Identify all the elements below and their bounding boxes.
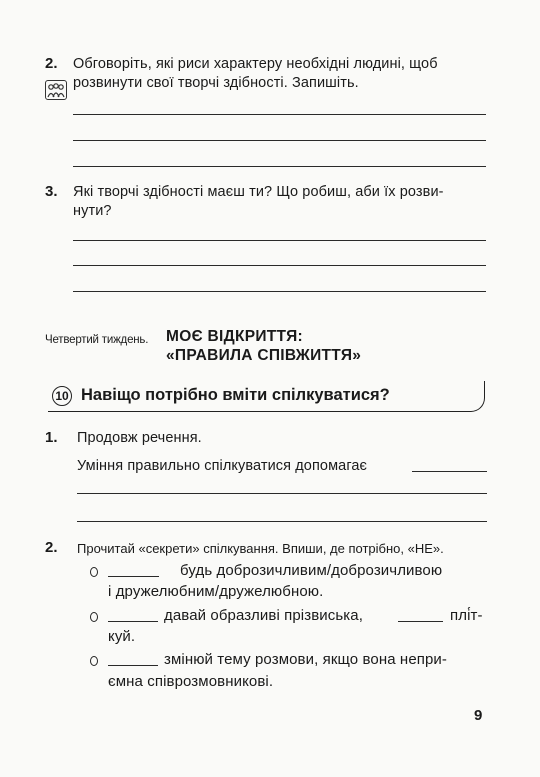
week-label: Четвертий тиждень. xyxy=(45,334,149,346)
item1-line1: будь доброзичливим/доброзичливою xyxy=(180,562,443,579)
answer-line[interactable] xyxy=(73,240,486,241)
task3-line2: нути? xyxy=(73,203,112,219)
blank-field[interactable] xyxy=(108,576,159,577)
answer-line[interactable] xyxy=(77,493,487,494)
task2-number: 2. xyxy=(45,55,58,72)
answer-line[interactable] xyxy=(73,114,486,115)
item1-line2: і дружелюбним/дружелюбною. xyxy=(108,583,324,600)
item3-line2: ємна співрозмовникові. xyxy=(108,673,274,690)
week-title-line2: «ПРАВИЛА СПІВЖИТТЯ» xyxy=(166,347,362,364)
answer-line[interactable] xyxy=(73,166,486,167)
answer-line[interactable] xyxy=(412,471,487,472)
bullet-icon xyxy=(90,656,98,666)
exercise1-sentence: Уміння правильно спілкуватися допомагає xyxy=(77,458,368,474)
page-number: 9 xyxy=(474,707,483,724)
answer-line[interactable] xyxy=(73,291,486,292)
group-work-icon xyxy=(45,80,67,100)
blank-field[interactable] xyxy=(108,665,158,666)
exercise2-instruction: Прочитай «секрети» спілкування. Впиши, де потрібно, «НЕ». xyxy=(77,541,444,556)
answer-line[interactable] xyxy=(73,140,486,141)
lesson-title: Навіщо потрібно вміти спілкуватися? xyxy=(81,386,390,404)
item2-line2: куй. xyxy=(108,628,136,645)
task3-number: 3. xyxy=(45,183,58,200)
blank-field[interactable] xyxy=(398,621,443,622)
bullet-icon xyxy=(90,567,98,577)
item2-part2: плі́т- xyxy=(450,607,483,624)
item3-line1: змінюй тему розмови, якщо вона непри- xyxy=(164,651,447,668)
item2-part1: давай образливі прізвиська, xyxy=(164,607,363,624)
answer-line[interactable] xyxy=(73,265,486,266)
exercise2-number: 2. xyxy=(45,539,58,556)
task2-line1: Обговоріть, які риси характеру необхідні людині, щоб xyxy=(73,56,438,72)
answer-line[interactable] xyxy=(77,521,487,522)
week-title-line1: МОЄ ВІДКРИТТЯ: xyxy=(166,328,304,345)
blank-field[interactable] xyxy=(108,621,158,622)
exercise1-number: 1. xyxy=(45,429,58,446)
exercise1-instruction: Продовж речення. xyxy=(77,430,202,446)
task3-line1: Які творчі здібності маєш ти? Що робиш, аби їх розви- xyxy=(73,184,444,200)
task2-line2: розвинути свої творчі здібності. Запишіть. xyxy=(73,75,359,91)
bullet-icon xyxy=(90,612,98,622)
lesson-number: 10 xyxy=(52,386,72,406)
